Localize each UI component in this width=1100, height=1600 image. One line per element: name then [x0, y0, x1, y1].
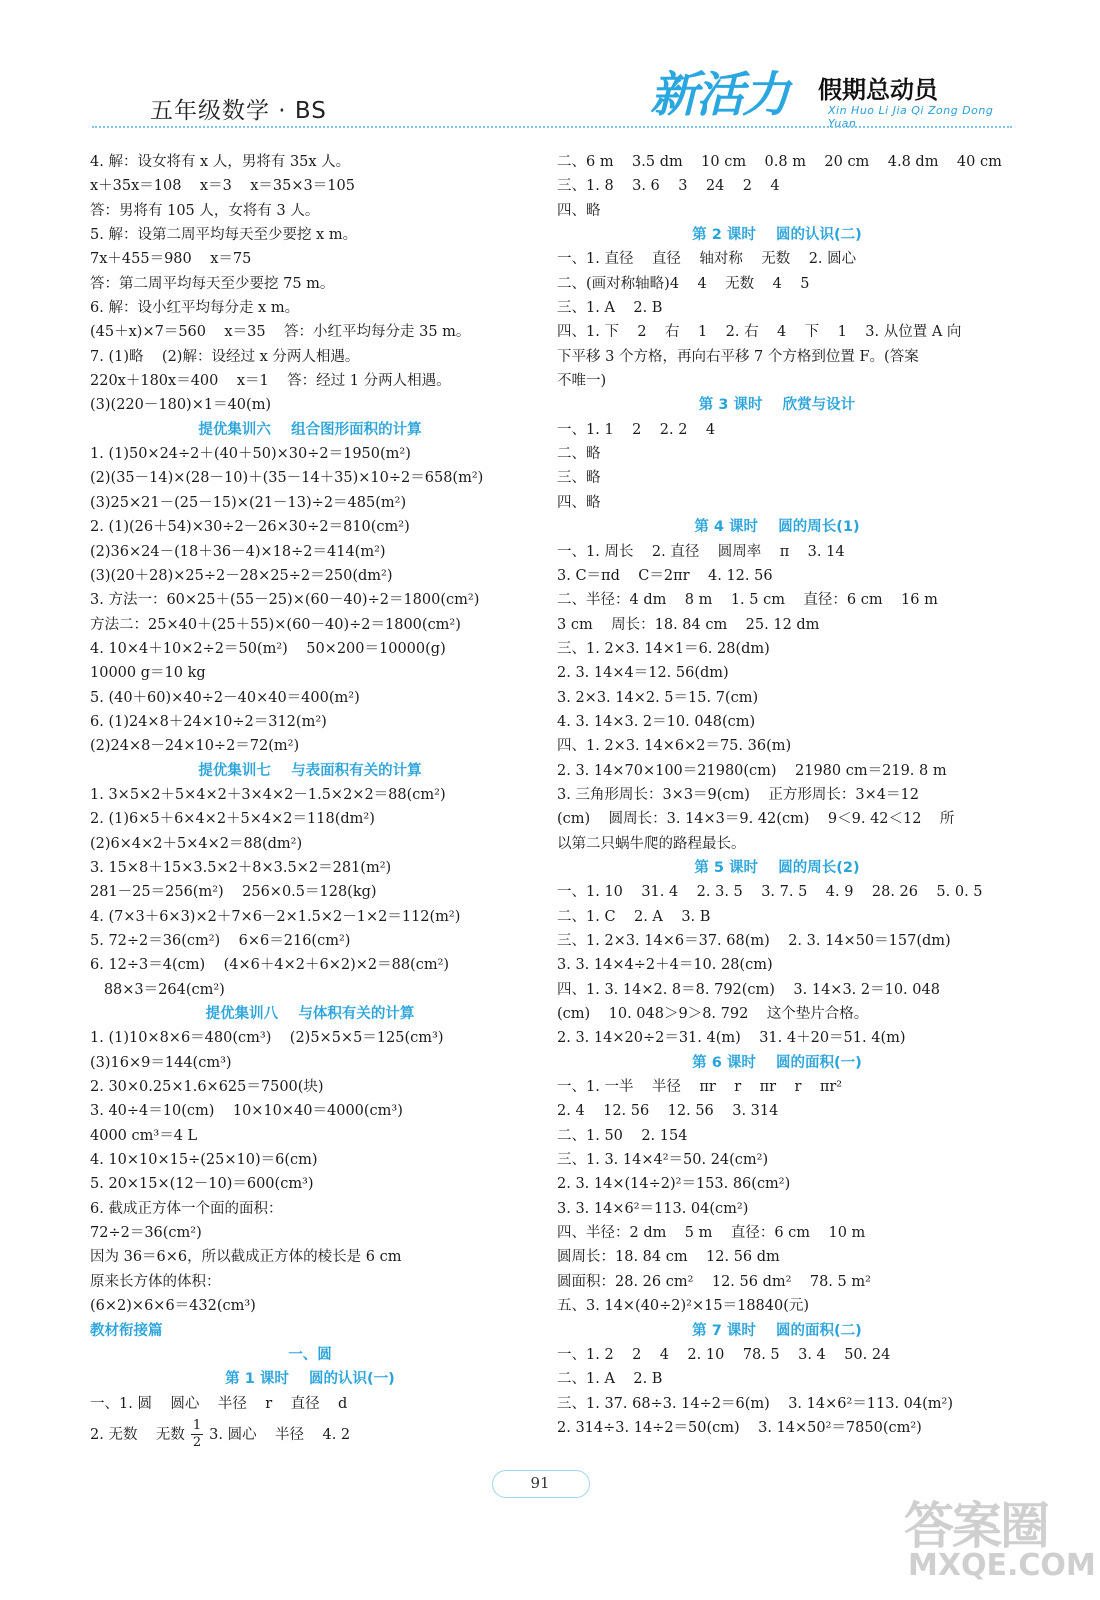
section-heading: 第 2 课时 圆的认识(二) [692, 227, 862, 244]
answer-line: 5. 解：设第二周平均每天至少要挖 x m。 [90, 227, 358, 244]
answer-line: 2. (1)(26＋54)×30÷2－26×30÷2＝810(cm²) [90, 519, 410, 536]
answer-line: (2)36×24－(18＋36－4)×18÷2＝414(m²) [90, 543, 386, 560]
answer-line: 2. 3. 14×(14÷2)²＝153. 86(cm²) [557, 1176, 791, 1193]
brand-sub-text: 假期总动员 [818, 76, 938, 104]
answer-line: 2. 4 12. 56 12. 56 3. 314 [557, 1103, 779, 1120]
answer-line: (cm) 10. 048＞9＞8. 792 这个垫片合格。 [557, 1006, 869, 1023]
brand-pinyin: Xin Huo Li Jia Qi Zong Dong Yuan [828, 104, 994, 130]
fraction-numerator: 1 [192, 1418, 202, 1434]
answer-line: 答：男将有 105 人，女将有 3 人。 [90, 202, 320, 219]
answer-line: 原来长方体的体积： [90, 1273, 221, 1290]
answer-line: 2. 3. 14×4＝12. 56(dm) [557, 665, 729, 682]
answer-line: 二、1. A 2. B [557, 1371, 663, 1388]
answer-line: 三、略 [557, 470, 601, 487]
answer-line: 二、1. 50 2. 154 [557, 1127, 688, 1144]
answer-line: 四、半径：2 dm 5 m 直径：6 cm 10 m [557, 1225, 866, 1242]
answer-line: 五、3. 14×(40÷2)²×15＝18840(元) [557, 1298, 810, 1315]
answer-line: 88×3＝264(cm²) [90, 981, 225, 998]
section-heading: 第 7 课时 圆的面积(二) [692, 1322, 862, 1339]
answer-line: 三、1. 3. 14×4²＝50. 24(cm²) [557, 1152, 769, 1169]
section-heading: 第 5 课时 圆的周长(2) [694, 859, 860, 876]
answer-line: 3. 3. 14×4÷2＋4＝10. 28(cm) [557, 957, 773, 974]
answer-line: 下平移 3 个方格，再向右平移 7 个方格到位置 F。(答案 [557, 348, 919, 365]
answer-line: 以第二只蜗牛爬的路程最长。 [557, 835, 746, 852]
answer-line: (3)16×9＝144(cm³) [90, 1054, 232, 1071]
section-heading: 一、圆 [288, 1346, 332, 1363]
answer-line: 2. (1)6×5＋6×4×2＋5×4×2＝118(dm²) [90, 811, 375, 828]
answer-line: 4. 10×10×15÷(25×10)＝6(cm) [90, 1152, 318, 1169]
answer-line: 二、1. C 2. A 3. B [557, 908, 711, 925]
answer-line: 二、6 m 3.5 dm 10 cm 0.8 m 20 cm 4.8 dm 40 cm [557, 154, 1002, 170]
answer-line: (2)6×4×2＋5×4×2＝88(dm²) [90, 835, 303, 852]
answer-line: x＋35x＝108 x＝3 x＝35×3＝105 [90, 178, 355, 195]
answer-line: 3. 3. 14×6²＝113. 04(cm²) [557, 1200, 749, 1217]
answer-line: 圆周长：18. 84 cm 12. 56 dm [557, 1249, 780, 1266]
answer-line: 三、1. 2×3. 14×6＝37. 68(m) 2. 3. 14×50＝157(dm) [557, 933, 951, 949]
answer-line: 7. (1)略 (2)解：设经过 x 分两人相遇。 [90, 348, 360, 365]
answer-line: (45＋x)×7＝560 x＝35 答：小红平均每分走 35 m。 [90, 324, 471, 341]
answer-line: 4. 3. 14×3. 2＝10. 048(cm) [557, 713, 756, 730]
answer-line: 2. 30×0.25×1.6×625＝7500(块) [90, 1079, 324, 1096]
answer-line: 4000 cm³＝4 L [90, 1127, 198, 1144]
answer-line: 三、1. 37. 68÷3. 14÷2＝6(m) 3. 14×6²＝113. 04(m²) [557, 1395, 954, 1412]
answer-line: 因为 36＝6×6，所以截成正方体的棱长是 6 cm [90, 1249, 402, 1266]
answer-line: 三、1. 8 3. 6 3 24 2 4 [557, 178, 780, 195]
answer-line: 一、1. 10 31. 4 2. 3. 5 3. 7. 5 4. 9 28. 26 5. 0. 5 [557, 884, 983, 901]
answer-line: 1. 3×5×2＋5×4×2＋3×4×2－1.5×2×2＝88(cm²) [90, 786, 446, 803]
answer-line: 6. (1)24×8＋24×10÷2＝312(m²) [90, 713, 327, 730]
watermark-main: 答案圈 [904, 1497, 1048, 1555]
section-heading: 第 1 课时 圆的认识(一) [225, 1371, 395, 1388]
answer-line: 7x＋455＝980 x＝75 [90, 251, 252, 268]
section-heading: 第 3 课时 欣赏与设计 [698, 397, 856, 414]
answer-line: 72÷2＝36(cm²) [90, 1225, 202, 1242]
answer-line: 1. (1)50×24÷2＋(40＋50)×30÷2＝1950(m²) [90, 446, 411, 463]
answer-line: 三、1. 2×3. 14×1＝6. 28(dm) [557, 640, 770, 657]
header-divider [92, 126, 1012, 128]
section-heading: 教材衔接篇 [90, 1322, 163, 1339]
answer-line: (3)25×21－(25－15)×(21－13)÷2＝485(m²) [90, 494, 407, 511]
answer-line: 答：第二周平均每天至少要挖 75 m。 [90, 275, 335, 292]
page-number: 91 [530, 1474, 550, 1492]
answer-line: 10000 g＝10 kg [90, 665, 206, 682]
answer-line: 6. 12÷3＝4(cm) (4×6＋4×2＋6×2)×2＝88(cm²) [90, 957, 450, 974]
answer-line: (3)(20＋28)×25÷2－28×25÷2＝250(dm²) [90, 567, 393, 584]
answer-line: 方法二：25×40＋(25＋55)×(60－40)÷2＝1800(cm²) [90, 616, 461, 633]
answer-line: 3. 2×3. 14×2. 5＝15. 7(cm) [557, 689, 759, 706]
answer-line: 4. 10×4＋10×2÷2＝50(m²) 50×200＝10000(g) [90, 640, 446, 657]
answer-line: (2)24×8－24×10÷2＝72(m²) [90, 738, 300, 755]
answer-line: 4. (7×3＋6×3)×2＋7×6－2×1.5×2－1×2＝112(m²) [90, 908, 461, 925]
answer-text: 2. 无数 无数 [90, 1426, 185, 1443]
answer-line: 5. 72÷2＝36(cm²) 6×6＝216(cm²) [90, 933, 351, 949]
answer-line: 3. 40÷4＝10(cm) 10×10×40＝4000(cm³) [90, 1103, 403, 1120]
fraction-denominator: 2 [192, 1435, 202, 1451]
answer-line: 2. 3. 14×70×100＝21980(cm) 21980 cm＝219. 8 m [557, 762, 947, 779]
page-header-title: 五年级数学 · BS [150, 98, 327, 124]
answer-line: 三、1. A 2. B [557, 300, 663, 317]
answer-line: (2)(35－14)×(28－10)＋(35－14＋35)×10÷2＝658(m²) [90, 470, 484, 487]
answer-line: 一、1. 1 2 2. 2 4 [557, 421, 716, 438]
answer-line: 圆面积：28. 26 cm² 12. 56 dm² 78. 5 m² [557, 1273, 871, 1290]
answer-line: 四、1. 下 2 右 1 2. 右 4 下 1 3. 从位置 A 向 [557, 324, 962, 341]
answer-line: 3. 三角形周长：3×3＝9(cm) 正方形周长：3×4＝12 [557, 786, 919, 803]
answer-line: 四、1. 3. 14×2. 8＝8. 792(cm) 3. 14×3. 2＝10. 048 [557, 981, 940, 998]
answer-line: 3. C＝πd C＝2πr 4. 12. 56 [557, 567, 773, 584]
answer-line: 3. 15×8＋15×3.5×2＋8×3.5×2＝281(m²) [90, 859, 392, 876]
answer-line: 一、1. 周长 2. 直径 圆周率 π 3. 14 [557, 543, 845, 560]
brand-logo [650, 58, 1010, 128]
answer-line: (3)(220－180)×1＝40(m) [90, 397, 272, 414]
section-heading: 第 6 课时 圆的面积(一) [692, 1054, 862, 1071]
answer-line: 6. 截成正方体一个面的面积： [90, 1200, 283, 1217]
answer-line: 二、(画对称轴略)4 4 无数 4 5 [557, 275, 810, 292]
answer-line: 四、略 [557, 494, 601, 511]
section-heading: 第 4 课时 圆的周长(1) [694, 519, 860, 536]
answer-line: 四、略 [557, 202, 601, 219]
answer-line: 3 cm 周长：18. 84 cm 25. 12 dm [557, 616, 820, 633]
answer-line: 一、1. 圆 圆心 半径 r 直径 d [90, 1395, 348, 1412]
right-column [557, 150, 1002, 1440]
answer-line: 一、1. 直径 直径 轴对称 无数 2. 圆心 [557, 251, 857, 268]
brand-main-text: 新活力 [650, 67, 789, 123]
answer-line: 220x＋180x＝400 x＝1 答：经过 1 分两人相遇。 [90, 373, 451, 390]
answer-text: 3. 圆心 半径 4. 2 [209, 1426, 351, 1443]
answer-line: 2. 3. 14×20÷2＝31. 4(m) 31. 4＋20＝51. 4(m) [557, 1030, 906, 1047]
watermark-sub: MXQE.COM [908, 1548, 1096, 1583]
answer-line: 2. 314÷3. 14÷2＝50(cm) 3. 14×50²＝7850(cm²) [557, 1419, 922, 1436]
answer-line: 4. 解：设女将有 x 人，男将有 35x 人。 [90, 154, 351, 170]
answer-line: 不唯一) [557, 373, 607, 390]
answer-line: 二、半径：4 dm 8 m 1. 5 cm 直径：6 cm 16 m [557, 592, 938, 609]
answer-line: (cm) 圆周长：3. 14×3＝9. 42(cm) 9＜9. 42＜12 所 [557, 811, 955, 828]
section-heading: 提优集训八 与体积有关的计算 [205, 1006, 415, 1023]
watermark [898, 1484, 1096, 1594]
fraction [191, 1418, 203, 1451]
left-column [90, 150, 530, 1454]
answer-line: 一、1. 一半 半径 πr r πr r πr² [557, 1079, 843, 1096]
answer-line: 5. 20×15×(12－10)＝600(cm³) [90, 1176, 314, 1193]
answer-line: (6×2)×6×6＝432(cm³) [90, 1298, 256, 1315]
answer-line: 四、1. 2×3. 14×6×2＝75. 36(m) [557, 738, 792, 755]
answer-line: 3. 方法一：60×25＋(55－25)×(60－40)÷2＝1800(cm²) [90, 592, 480, 609]
answer-line: 二、略 [557, 446, 601, 463]
answer-line: 5. (40＋60)×40÷2－40×40＝400(m²) [90, 689, 360, 706]
section-heading: 提优集训六 组合图形面积的计算 [198, 421, 422, 438]
answer-line: 281－25＝256(m²) 256×0.5＝128(kg) [90, 884, 377, 901]
answer-line: 6. 解：设小红平均每分走 x m。 [90, 300, 300, 317]
answer-line-fraction [90, 1416, 530, 1454]
section-heading: 提优集训七 与表面积有关的计算 [198, 762, 422, 779]
answer-line: 1. (1)10×8×6＝480(cm³) (2)5×5×5＝125(cm³) [90, 1030, 444, 1047]
answer-line: 一、1. 2 2 4 2. 10 78. 5 3. 4 50. 24 [557, 1346, 891, 1363]
